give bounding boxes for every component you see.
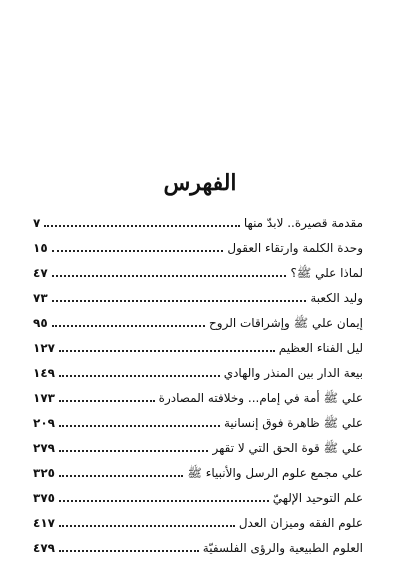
toc-entry	[33, 283, 363, 305]
toc-entry	[33, 383, 363, 405]
dot-leader	[59, 399, 155, 402]
toc-entry	[33, 308, 363, 330]
toc-entry-page-number: ٣٢٥	[33, 466, 55, 480]
dot-leader	[59, 524, 235, 527]
toc-entry	[33, 358, 363, 380]
dot-leader	[59, 424, 220, 427]
toc-entry	[33, 433, 363, 455]
dot-leader	[59, 474, 183, 477]
toc-entry-title: علي ﷺ قوة الحق التي لا تقهر	[212, 441, 363, 455]
toc-entry-title: إيمان علي ﷺ وإشراقات الروح	[209, 316, 363, 330]
toc-entry-title: بيعة الدار بين المنذر والهادي	[223, 366, 363, 380]
dot-leader	[59, 449, 209, 452]
toc-entry-page-number: ٩٥	[33, 316, 48, 330]
toc-entry	[33, 208, 363, 230]
toc-entry-page-number: ١٢٧	[33, 341, 55, 355]
dot-leader	[44, 224, 240, 227]
dot-leader	[52, 299, 307, 302]
dot-leader	[59, 499, 269, 502]
toc-entry-page-number: ٢٧٩	[33, 441, 55, 455]
toc-entry-title: وليد الكعبة	[310, 291, 363, 305]
toc-entry-title: لماذا علي ﷺ؟	[290, 266, 363, 280]
toc-entry	[33, 533, 363, 555]
toc-entry-title: علي مجمع علوم الرسل والأنبياء ﷺ	[187, 466, 363, 480]
dot-leader	[52, 249, 224, 252]
toc-entry-title: علوم الفقه وميزان العدل	[238, 516, 363, 530]
toc-entry-page-number: ٧	[33, 216, 41, 230]
toc-entry-page-number: ١٧٣	[33, 391, 55, 405]
toc-entry-page-number: ١٤٩	[33, 366, 55, 380]
toc-entry-title: العلوم الطبيعية والرؤى الفلسفيّة	[202, 541, 363, 555]
dot-leader	[59, 349, 275, 352]
page-title: الفهرس	[163, 170, 237, 196]
toc-entry-page-number: ٣٧٥	[33, 491, 55, 505]
toc-entry-title: علي ﷺ ظاهرة فوق إنسانية	[223, 416, 363, 430]
toc-entry	[33, 333, 363, 355]
toc-entry-title: وحدة الكلمة وارتقاء العقول	[227, 241, 363, 255]
dot-leader	[59, 549, 199, 552]
toc-entry-title: ليل الفناء العظيم	[278, 341, 363, 355]
toc-entry	[33, 408, 363, 430]
toc-entry-page-number: ١٥	[33, 241, 48, 255]
toc-entry-page-number: ٢٠٩	[33, 416, 55, 430]
dot-leader	[59, 374, 220, 377]
toc-entry-title: علي ﷺ أمة في إمام... وخلافته المصادرة	[158, 391, 363, 405]
toc-entry-page-number: ٤٧	[33, 266, 48, 280]
toc-entry	[33, 258, 363, 280]
table-of-contents	[33, 208, 363, 568]
toc-entry	[33, 458, 363, 480]
dot-leader	[52, 324, 205, 327]
toc-entry	[33, 508, 363, 530]
toc-entry	[33, 233, 363, 255]
toc-entry-page-number: ٤٧٩	[33, 541, 55, 555]
toc-entry-title: مقدمة قصيرة.. لابدّ منها	[243, 216, 363, 230]
toc-entry-page-number: ٤١٧	[33, 516, 55, 530]
toc-entry	[33, 483, 363, 505]
toc-entry-page-number: ٧٣	[33, 291, 48, 305]
dot-leader	[52, 274, 287, 277]
toc-entry-title: علم التوحيد الإلهيّ	[272, 491, 363, 505]
